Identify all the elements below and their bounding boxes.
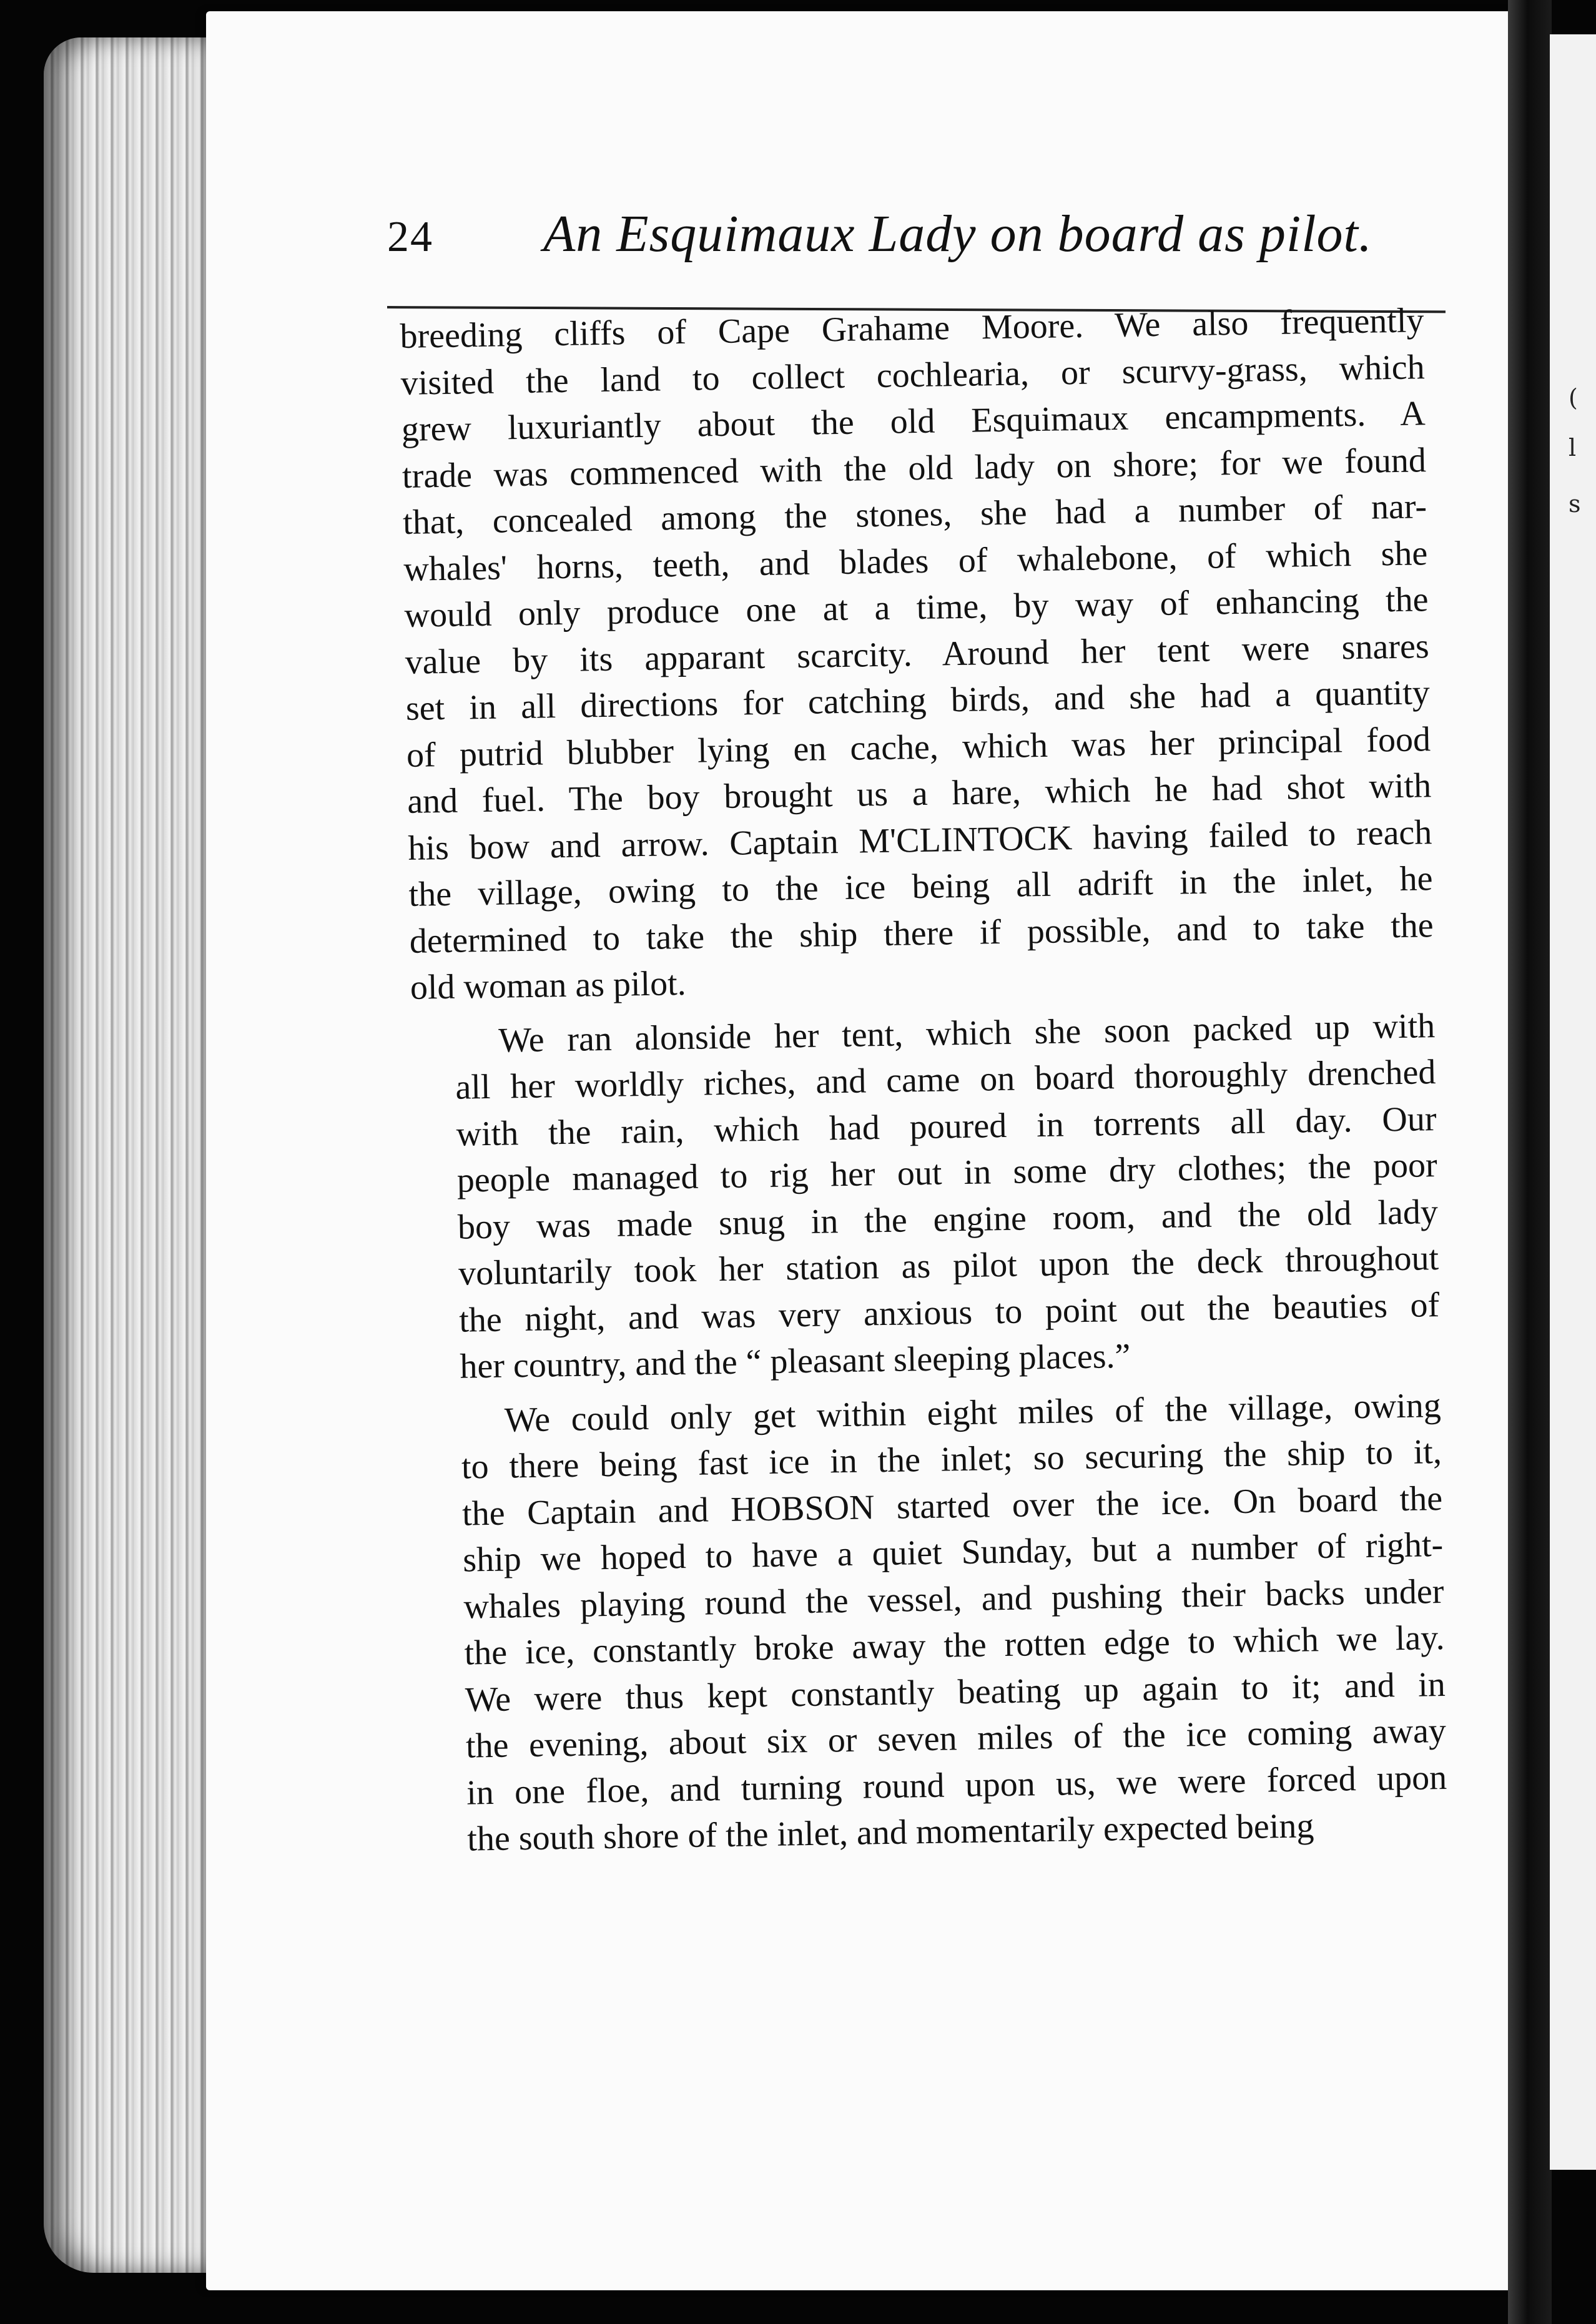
text-line: whales' horns, teeth, and blades of whalebone, of which she bbox=[403, 533, 1428, 589]
text-line: the ice, constantly broke away the rotten edge to which we lay. bbox=[464, 1618, 1446, 1673]
text-line: would only produce one at a time, by way of enhancing the bbox=[404, 580, 1429, 635]
text-line: to there being fast ice in the inlet; so securing the ship to it, bbox=[461, 1432, 1442, 1487]
text-line: visited the land to collect cochlearia, or scurvy-grass, which bbox=[400, 347, 1426, 403]
text-line: the Captain and HOBSON started over the ice. On board the bbox=[461, 1479, 1443, 1534]
text-line: set in all directions for catching birds, and she had a quantity bbox=[405, 673, 1431, 728]
text-line: We ran alonside her tent, which she soon packed up with bbox=[498, 1006, 1436, 1060]
text-line: ship we hoped to have a quiet Sunday, but a number of right- bbox=[462, 1525, 1444, 1580]
text-line: grew luxuriantly about the old Esquimaux encampments. A bbox=[401, 394, 1426, 449]
text-line: in one floe, and turning round upon us, we were forced upon bbox=[466, 1758, 1447, 1813]
text-line: voluntarily took her station as pilot upon the deck throughout bbox=[458, 1239, 1439, 1293]
text-line: We were thus kept constantly beating up again to it; and in bbox=[465, 1665, 1446, 1720]
facing-page-mark: ( bbox=[1569, 384, 1578, 411]
text-line: boy was made snug in the engine room, and the old lady bbox=[457, 1192, 1439, 1247]
text-line: people managed to rig her out in some dry clothes; the poor bbox=[456, 1146, 1438, 1200]
text-line: that, concealed among the stones, she had a number of nar- bbox=[402, 487, 1427, 542]
page-edges bbox=[44, 37, 225, 2273]
text-line: the south shore of the inlet, and momentarily expected being bbox=[466, 1806, 1314, 1859]
facing-page-mark: s bbox=[1569, 490, 1581, 518]
text-line: the night, and was very anxious to point out the beauties of bbox=[458, 1285, 1440, 1340]
paragraph bbox=[411, 1003, 1441, 1391]
text-line: whales playing round the vessel, and pushing their backs under bbox=[463, 1572, 1444, 1627]
text-line: his bow and arrow. Captain M'CLINTOCK having failed to reach bbox=[407, 812, 1432, 868]
text-line: value by its apparant scarcity. Around her tent were snares bbox=[405, 626, 1430, 682]
text-line: the village, owing to the ice being all adrift in the inlet, he bbox=[408, 859, 1433, 914]
text-line: We could only get within eight miles of the village, owing bbox=[504, 1386, 1442, 1440]
paragraph bbox=[400, 297, 1434, 1011]
running-head bbox=[387, 204, 1449, 272]
running-head-title: An Esquimaux Lady on board as pilot. bbox=[543, 205, 1372, 263]
page-number: 24 bbox=[387, 213, 433, 261]
text-line: all her worldly riches, and came on board thoroughly drenched bbox=[455, 1053, 1436, 1107]
text-line: determined to take the ship there if possible, and to take the bbox=[409, 905, 1434, 961]
facing-page-edge bbox=[1550, 34, 1596, 2170]
text-line: trade was commenced with the old lady on shore; for we found bbox=[401, 440, 1427, 496]
book-gutter bbox=[1508, 0, 1552, 2324]
text-line: old woman as pilot. bbox=[410, 963, 687, 1007]
facing-page-mark: l bbox=[1569, 434, 1577, 461]
text-line: of putrid blubber lying en cache, which was her principal food bbox=[406, 719, 1431, 775]
text-line: the evening, about six or seven miles of the ice coming away bbox=[465, 1711, 1447, 1766]
body-text bbox=[400, 297, 1448, 1871]
text-line: breeding cliffs of Cape Grahame Moore. We also frequently bbox=[400, 301, 1424, 356]
text-line: with the rain, which had poured in torrents all day. Our bbox=[456, 1099, 1437, 1154]
paragraph bbox=[416, 1382, 1447, 1864]
text-line: her country, and the “ pleasant sleeping places.” bbox=[460, 1336, 1131, 1386]
text-line: and fuel. The boy brought us a hare, which he had shot with bbox=[406, 766, 1432, 821]
